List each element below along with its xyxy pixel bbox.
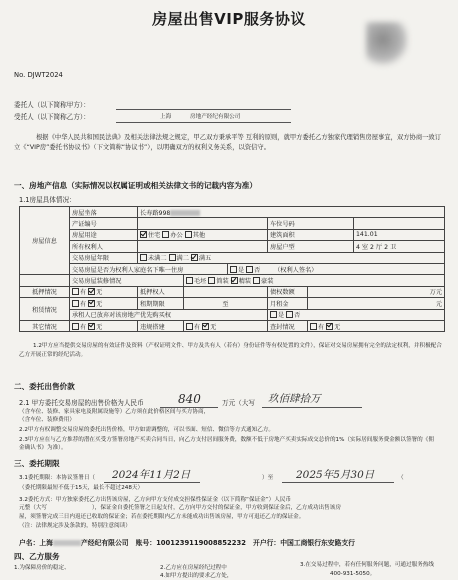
limit-options — [138, 252, 445, 263]
decor-opt-3: 精装 — [238, 278, 252, 286]
mortgage-checkbox-yes[interactable] — [72, 288, 79, 295]
bank-account-name-label: 户名：上海 — [19, 539, 53, 547]
usage-opt-1: 住宅 — [148, 232, 161, 240]
tenant-checkbox-no[interactable] — [286, 311, 293, 318]
usage-opt-2: 办公 — [170, 232, 183, 240]
service-clause-4: 4.如甲方提出的要求乙方处， — [160, 573, 233, 579]
decor-opt-1: 毛坯 — [194, 278, 207, 286]
term-sentence-b: ）至 — [262, 475, 274, 481]
layout-value: 4 室 2 厅 2 卫 — [354, 241, 445, 252]
deposit-sentence-c: ），保证金自委托签署之日起支付，乙方向甲方交付的保证金，甲方收到保证金后，乙方成功出售该房 — [92, 505, 341, 511]
price-amount: 840 — [178, 392, 201, 406]
section-4-heading: 四、乙方服务 — [14, 552, 60, 561]
intro-paragraph — [14, 133, 446, 153]
bank-branch-name: 中国工商银行东安路支行 — [280, 539, 355, 547]
mortgagee-label: 抵押权人 — [138, 286, 184, 297]
lease-opt-yes: 有 — [80, 300, 87, 308]
area-label: 建筑面积 — [268, 229, 354, 240]
only-home-label: 交易房屋是否为权利人家庭名下唯一住房 — [70, 263, 228, 274]
decor-checkbox-3[interactable] — [231, 277, 238, 284]
bank-account-label: 账号： — [135, 539, 157, 547]
only-home-checkbox-no[interactable] — [246, 266, 253, 273]
mortgage-options — [70, 286, 138, 297]
deposit-sentence-a: 3.2委托方式：甲方独家委托乙方出售该房屋，乙方向甲方支付成交担保性保证金（以下简称“保证金”）人民币 — [19, 497, 292, 503]
lease-checkbox-no[interactable] — [88, 300, 95, 307]
mortgage-opt-yes: 有 — [80, 289, 87, 297]
service-clause-3: 3.在交易过程中，若有任何服务问题，可通过服务热线 — [300, 562, 434, 568]
decor-label: 交易房屋装修情况 — [70, 275, 184, 286]
address-text: 长寿路998 — [140, 209, 171, 217]
mortgage-checkbox-no[interactable] — [88, 288, 95, 295]
seal-label: 查封情况 — [268, 320, 308, 331]
property-table — [19, 206, 445, 332]
violation-checkbox-no[interactable] — [202, 323, 209, 330]
price-upper: 玖佰肆拾万 — [268, 393, 321, 405]
intro-line-1: 根据《中华人民共和国民法典》及相关法律法规之规定，甲乙双方秉承平等 互利的原则，就甲方委托乙方独家代理销售房屋事宜，双方协商一致订立《“VIP房”委托书协议书》（下文简称“协议书”），以明确双 — [14, 134, 442, 151]
parking-label: 车位号码 — [268, 218, 354, 229]
usage-label: 房屋用途 — [70, 229, 138, 240]
agent-name-prefix: 上海 — [160, 114, 172, 120]
section-1-sub: 1.1房屋具体情况： — [19, 196, 76, 204]
mortgage-label: 抵押情况 — [20, 286, 70, 297]
limit-checkbox-1[interactable] — [140, 254, 147, 261]
intro-line-2: 方的权利义务关系，以资信守。 — [181, 144, 270, 151]
deposit-return-clause: 屋，须签署完成三日内返还已收取的保证金；若在委托期限内乙方未能成功出售该房屋，甲方可退还乙方的保证金。 — [19, 514, 305, 520]
address-label: 房屋坐落 — [70, 207, 138, 218]
agent-name-line — [116, 122, 291, 123]
other-checkbox-yes[interactable] — [72, 323, 79, 330]
usage-opt-3: 其他 — [192, 232, 206, 240]
redacted-stamp — [366, 22, 408, 66]
section-2-heading: 二、委托出售价款 — [14, 382, 75, 391]
section-1-note: 1.2甲方应当提供交易房屋的有效证件及资料（产权证明文件、甲方及共有人（若有）身份证件等有权处置的文件），保证对交易房屋拥有完全的法定权利，并积极配合乙方开展正常的经纪活动。 — [19, 343, 442, 358]
violation-opt-no: 无 — [210, 323, 217, 331]
decor-spacer — [20, 275, 70, 286]
term-end-line — [282, 482, 394, 483]
parking-value — [354, 218, 445, 229]
usage-options — [138, 229, 268, 240]
bank-account-name-suffix: 产经纪有限公司 — [80, 539, 129, 547]
cert-label: 产证编号 — [70, 218, 138, 229]
usage-checkbox-other[interactable] — [185, 231, 192, 238]
decor-checkbox-2[interactable] — [208, 277, 215, 284]
seal-checkbox-yes[interactable] — [310, 323, 317, 330]
client-label: 委托人（以下简称甲方）： — [14, 101, 90, 109]
limit-checkbox-3[interactable] — [191, 254, 198, 261]
term-sentence-a: 3.1委托期限：本协议签署日（ — [19, 475, 96, 481]
price-sentence-c: （含车位、装修、家具家电及附属设施等）乙方须在此价格区间与买方协商， — [19, 409, 210, 415]
decor-opt-4: 豪装 — [261, 278, 274, 286]
price-upper-line — [262, 407, 362, 408]
usage-checkbox-office[interactable] — [162, 231, 169, 238]
price-adjust-clause: 2.2甲方有权调整交易房屋的委托出售价格，甲方如需调整的，可以书面、短信、微信等方式通知乙方。 — [19, 427, 275, 433]
owner-label: 所有权利人 — [70, 241, 138, 252]
limit-opt-1: 未满二 — [148, 255, 167, 263]
term-sentence-c: （ — [398, 475, 404, 481]
violation-opt-yes: 有 — [194, 323, 201, 331]
limit-label: 交易房屋年限 — [70, 252, 138, 263]
owner-value — [138, 241, 268, 252]
term-limits: （委托期限最短不低于15天，最长不超过248天） — [19, 485, 144, 491]
violation-checkbox-yes[interactable] — [186, 323, 193, 330]
address-value — [138, 207, 445, 218]
price-amount-line — [160, 407, 218, 408]
commission-clause: 2.3甲方应在与乙方推荐的潜在买受方签署房地产买卖合同当日，向乙方支付居间服务费，数额不低于房地产买卖实际成交总价的1%（实际居间服务费金额以签署的《佣金确认书》为准）。 — [19, 437, 434, 451]
limit-checkbox-2[interactable] — [169, 254, 176, 261]
only-home-checkbox-yes[interactable] — [230, 266, 237, 273]
tenant-opt-yes: 是 — [278, 312, 285, 320]
violation-label: 违规搭建 — [138, 320, 184, 331]
client-name-line — [116, 109, 291, 110]
decor-checkbox-4[interactable] — [253, 277, 260, 284]
price-sentence-d: （含车位、装修费用） — [19, 417, 75, 423]
lease-checkbox-yes[interactable] — [72, 300, 79, 307]
other-checkbox-no[interactable] — [88, 323, 95, 330]
usage-checkbox-residential[interactable] — [140, 231, 147, 238]
violation-options — [184, 320, 268, 331]
lease-term-label: 租期期限 — [138, 298, 184, 309]
price-sentence-b: 万元（大写 — [222, 399, 255, 407]
lease-term-to: 至 — [184, 298, 268, 309]
only-home-options — [228, 263, 445, 274]
seal-options — [308, 320, 445, 331]
decor-opt-2: 简装 — [216, 278, 229, 286]
document-title: 房屋出售VIP服务协议 — [152, 10, 306, 28]
cert-value — [138, 218, 268, 229]
service-clause-2: 2.乙方应在房屋经纪过程中 — [160, 565, 227, 571]
lease-opt-no: 无 — [96, 300, 103, 308]
bank-name-redaction — [53, 540, 81, 546]
tenant-waiver-options — [268, 309, 445, 320]
mortgagee-value — [184, 286, 268, 297]
rent-label: 月租金 — [268, 298, 308, 309]
bank-line — [19, 540, 355, 547]
seal-opt-yes: 有 — [318, 323, 325, 331]
service-hotline: 400-931-5050。 — [330, 571, 376, 577]
other-opt-yes: 有 — [80, 323, 87, 331]
address-redaction — [170, 210, 200, 216]
other-opt-no: 无 — [96, 323, 103, 331]
rent-unit: 元 — [308, 298, 445, 309]
owner-signature-label: （权利人签名） — [274, 266, 318, 274]
decor-options — [184, 275, 445, 286]
area-value: 141.01 — [354, 229, 445, 240]
deposit-sentence-b: 元整（大写 — [19, 505, 47, 511]
limit-opt-3: 满五 — [198, 255, 212, 263]
other-options — [70, 320, 138, 331]
agent-label: 受托人（以下简称乙方）： — [14, 113, 90, 121]
decor-checkbox-1[interactable] — [186, 277, 193, 284]
tenant-opt-no: 否 — [294, 312, 301, 320]
seal-checkbox-no[interactable] — [326, 323, 333, 330]
debt-unit: 万元 — [308, 286, 445, 297]
term-start-line — [104, 482, 200, 483]
bank-account-number: 1001239119008852232 — [156, 539, 246, 547]
price-sentence-a: 2.1 甲方委托交易房屋的出售价格为人民币 — [19, 399, 144, 407]
limit-opt-2: 满二 — [176, 255, 189, 263]
debt-label: 债权数额 — [268, 286, 308, 297]
other-label: 其它情况 — [20, 320, 70, 331]
seal-opt-no: 无 — [334, 323, 341, 331]
service-clause-1: 1.为保障房价的稳定、 — [14, 565, 70, 571]
house-info-label: 房屋信息 — [20, 207, 70, 275]
term-start-date: 2024年11月2日 — [112, 469, 191, 481]
term-end-date: 2025年5月30日 — [296, 469, 375, 481]
section-3-heading: 三、委托期限 — [14, 459, 60, 468]
tenant-waiver-label: 承租人已放弃对该房地产优先购买权 — [70, 309, 268, 320]
mortgage-opt-no: 无 — [96, 289, 103, 297]
document-number: No. DJWT2024 — [14, 71, 63, 79]
legal-note: （注：法律规定涉及条款的，特别注意阅读） — [19, 523, 131, 529]
layout-label: 房屋户型 — [268, 241, 354, 252]
agent-name-suffix: 房地产经纪有限公司 — [190, 114, 241, 120]
bank-branch-label: 开户行： — [253, 539, 281, 547]
lease-label: 租赁情况 — [20, 298, 70, 321]
tenant-checkbox-yes[interactable] — [270, 311, 277, 318]
only-home-opt-yes: 是 — [238, 266, 245, 274]
lease-options — [70, 298, 138, 309]
only-home-opt-no: 否 — [254, 266, 261, 274]
section-1-heading: 一、房地产信息（实际情况以权属证明或相关法律文书的记载内容为准） — [14, 181, 257, 190]
